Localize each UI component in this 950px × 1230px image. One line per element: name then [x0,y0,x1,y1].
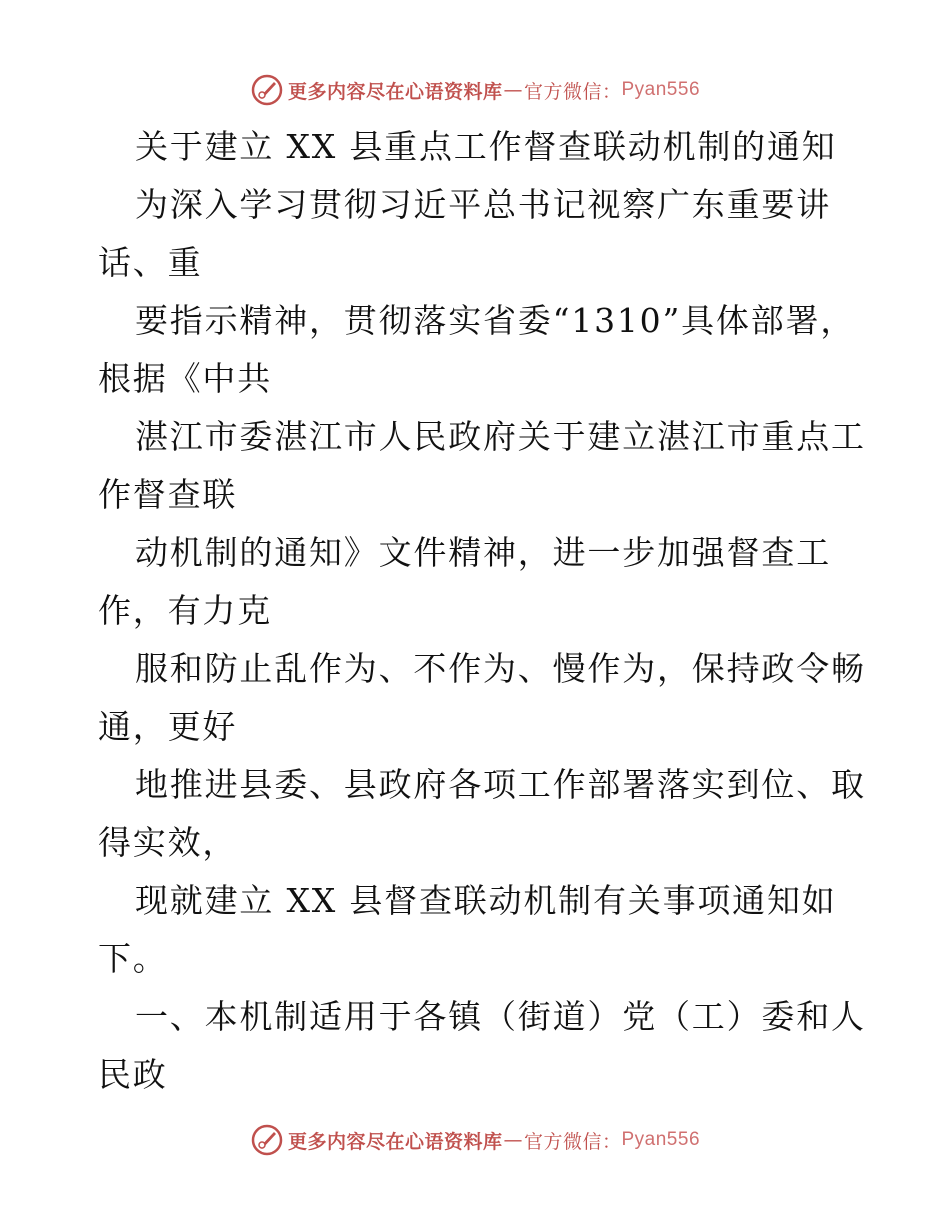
watermark-dash: — [503,1129,523,1151]
document-title: 关于建立 XX 县重点工作督查联动机制的通知 [135,127,837,166]
watermark-wechat-id: Pyan556 [621,1129,701,1150]
paragraph-line: 话、重 [98,243,203,282]
watermark-wechat-label: 官方微信： [523,80,622,103]
quill-logo-icon [250,73,284,107]
document-body [98,118,866,1104]
paragraph-line: 湛江市委湛江市人民政府关于建立湛江市重点工 [135,417,866,456]
paragraph-line: 得实效， [98,823,238,862]
watermark-wechat-label: 官方微信： [523,1130,622,1153]
watermark-wechat-id: Pyan556 [621,79,701,100]
footer-watermark [0,1120,950,1160]
paragraph-line: 民政 [98,1055,168,1094]
watermark-text: 更多内容尽在心语资料库 [287,80,503,103]
paragraph-line: 作督查联 [98,475,238,514]
paragraph-line: 根据《中共 [98,359,272,398]
quill-logo-icon [250,1123,284,1157]
paragraph-line: 服和防止乱作为、不作为、慢作为，保持政令畅 [135,649,866,688]
paragraph-line: 为深入学习贯彻习近平总书记视察广东重要讲 [135,185,831,224]
paragraph-line: 下。 [98,939,168,978]
watermark-dash: — [503,79,523,101]
header-watermark [0,70,950,110]
section-heading-line: 一、本机制适用于各镇（街道）党（工）委和人 [135,997,866,1036]
paragraph-line: 动机制的通知》文件精神，进一步加强督查工 [135,533,831,572]
watermark-text: 更多内容尽在心语资料库 [287,1130,503,1153]
paragraph-line: 作，有力克 [98,591,272,630]
paragraph-line: 通，更好 [98,707,238,746]
paragraph-line: 地推进县委、县政府各项工作部署落实到位、取 [135,765,866,804]
paragraph-line: 要指示精神，贯彻落实省委“1310”具体部署， [135,301,856,340]
paragraph-line: 现就建立 XX 县督查联动机制有关事项通知如 [135,881,837,920]
